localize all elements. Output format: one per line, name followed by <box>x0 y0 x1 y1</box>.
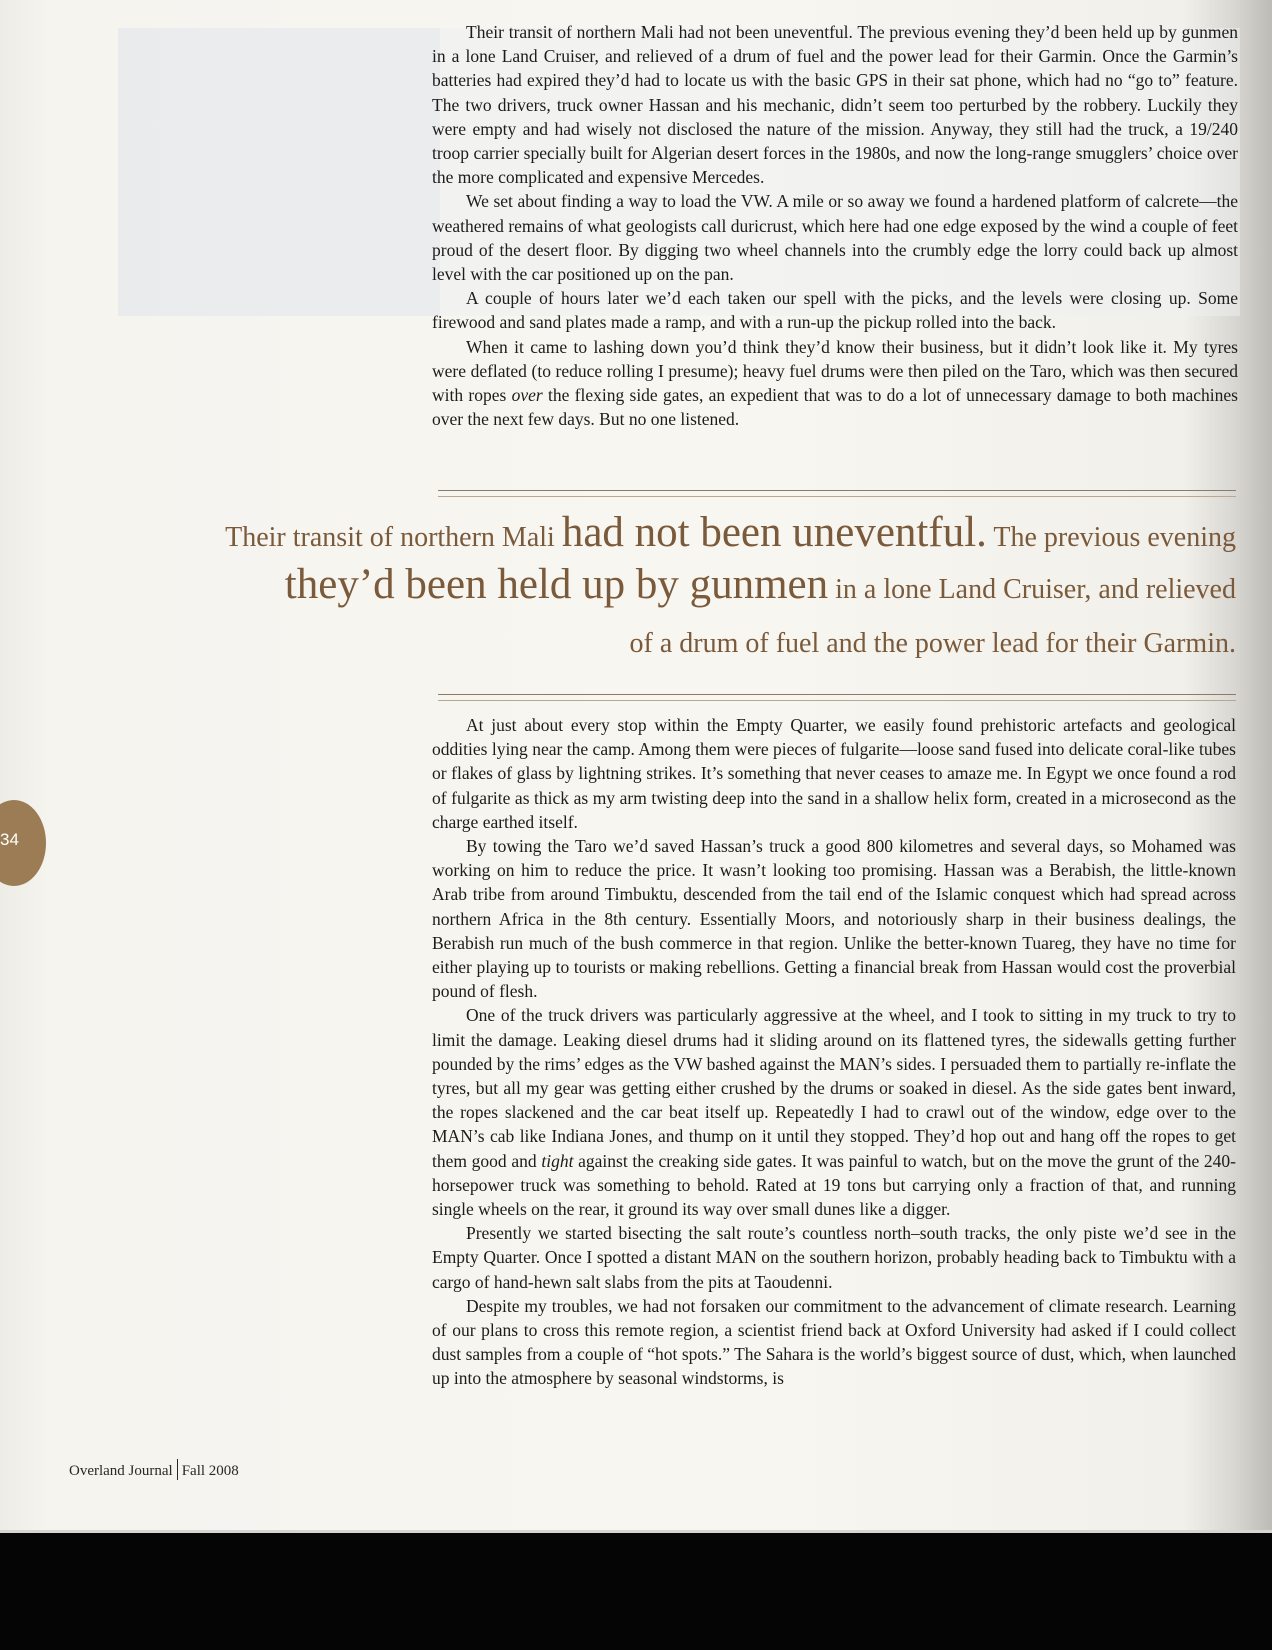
paragraph <box>432 189 1238 286</box>
body-column-bottom <box>432 713 1236 1391</box>
paragraph-text: At just about every stop within the Empty Quarter, we easily found prehistoric artefacts and geological oddities lying near the camp. Among them were pieces of fulgarite—loose sand fused into delicate coral-like tubes or flakes of glass by lightning strikes. It’s something that never ceases to amaze me. In Egypt we once found a rod of fulgarite as thick as my arm twisting deep into the sand in a shallow helix form, created in a microsecond as the charge earthed itself. <box>432 715 1236 832</box>
pull-quote-emphasis: they’d been held up by gunmen <box>284 561 829 608</box>
paragraph-text: By towing the Taro we’d saved Hassan’s truck a good 800 kilometres and several days, so Mohamed was working on him to reduce the price. It wasn’t looking too promising. Hassan was a Berabish, the little-known Arab tribe from around Timbuktu, descended from the tail end of the Islamic conquest which had spread across northern Africa in the 8th century. Essentially Moors, and notoriously sharp in their business dealings, the Berabish run much of the bush commerce in that region. Unlike the better-known Tuareg, they have no time for either playing up to tourists or making rebellions. Getting a financial break from Hassan would cost the proverbial pound of flesh. <box>432 836 1236 1002</box>
pull-quote-line-2 <box>285 560 1236 609</box>
pull-quote-bottom-rule-thin <box>438 700 1236 701</box>
paragraph-text: the flexing side gates, an expedient that was to do a lot of unnecessary damage to both machines over the next few days. But no one listened. <box>432 385 1238 430</box>
paragraph <box>432 20 1238 189</box>
pull-quote-top-rule <box>438 490 1236 491</box>
pull-quote-top-rule-thin <box>438 496 1236 497</box>
pull-quote-text: The previous evening <box>986 522 1236 553</box>
footer-issue: Fall 2008 <box>181 1463 239 1479</box>
footer-publication: Overland Journal <box>69 1463 173 1479</box>
pull-quote-bottom-rule <box>438 694 1236 695</box>
scanner-background <box>0 1530 1272 1650</box>
paragraph <box>432 1221 1236 1294</box>
paragraph <box>432 1294 1236 1391</box>
italic-text: over <box>511 385 543 406</box>
paragraph <box>432 713 1236 834</box>
paragraph-text: Despite my troubles, we had not forsaken our commitment to the advancement of climate research. Learning of our plans to cross this remote region, a scientist friend back at Oxford University had asked if I could collect dust samples from a couple of “hot spots.” The Sahara is the world’s biggest source of dust, which, when launched up into the atmosphere by seasonal windstorms, is <box>432 1295 1236 1389</box>
paragraph-text: When it came to lashing down you’d think they’d know their business, but it didn’t look like it. My tyres were deflated (to reduce rolling I presume); heavy fuel drums were then piled on the Taro, which was then secured with ropes <box>432 336 1238 406</box>
paragraph-text: One of the truck drivers was particularly aggressive at the wheel, and I took to sitting in my truck to try to limit the damage. Leaking diesel drums had it sliding around on its flattened tyres, the sidewalls getting further pounded by the rims’ edges as the VW bashed against the MAN’s sides. I persuaded them to partially re-inflate the tyres, but all my gear was getting either crushed by the drums or soaked in diesel. As the side gates bent inward, the ropes slackened and the car beat itself up. Repeatedly I had to crawl out of the window, edge over to the MAN’s cab like Indiana Jones, and thump on it until they stopped. They’d hop out and hang off the ropes to get them good and <box>432 1005 1236 1171</box>
paragraph <box>432 335 1238 432</box>
paragraph-text: Presently we started bisecting the salt route’s countless north–south tracks, the only piste we’d see in the Empty Quarter. Once I spotted a distant MAN on the southern horizon, probably heading back to Timbuktu with a cargo of hand-hewn salt slabs from the pits at Taoudenni. <box>432 1223 1236 1292</box>
page-number: 34 <box>0 830 19 849</box>
pull-quote-line-3 <box>630 628 1236 660</box>
pull-quote-text: of a drum of fuel and the power lead for their Garmin. <box>629 628 1236 659</box>
show-through-image <box>118 28 440 316</box>
paragraph-text: against the creaking side gates. It was painful to watch, but on the move the grunt of the 240-horsepower truck was something to behold. Rated at 19 tons but carrying only a fraction of that, and running single wheels on the rear, it ground its way over small dunes like a digger. <box>432 1150 1237 1220</box>
paragraph <box>432 286 1238 334</box>
body-column-top <box>432 20 1238 431</box>
pull-quote-line-1 <box>225 508 1236 557</box>
pull-quote-emphasis: had not been uneventful. <box>561 509 987 556</box>
footer-divider <box>177 1459 178 1480</box>
paragraph <box>432 834 1236 1003</box>
pull-quote-text: in a lone Land Cruiser, and relieved <box>828 574 1236 605</box>
pull-quote-text: Their transit of northern Mali <box>225 522 562 553</box>
paragraph-text: We set about finding a way to load the VW. A mile or so away we found a hardened platform of calcrete—the weathered remains of what geologists call duricrust, which here had one edge exposed by the wind a couple of feet proud of the desert floor. By digging two wheel channels into the crumbly edge the lorry could back up almost level with the car positioned up on the pan. <box>432 191 1238 285</box>
paragraph <box>432 1003 1236 1221</box>
italic-text: tight <box>541 1150 574 1171</box>
paragraph-text: A couple of hours later we’d each taken our spell with the picks, and the levels were closing up. Some firewood and sand plates made a ramp, and with a run-up the pickup rolled into the back. <box>432 288 1238 333</box>
footer <box>69 1459 239 1480</box>
paragraph-text: Their transit of northern Mali had not been uneventful. The previous evening they’d been held up by gunmen in a lone Land Cruiser, and relieved of a drum of fuel and the power lead for their Garmin. Once the Garmin’s batteries had expired they’d had to locate us with the basic GPS in their sat phone, which had no “go to” feature. The two drivers, truck owner Hassan and his mechanic, didn’t seem too perturbed by the robbery. Luckily they were empty and had wisely not disclosed the nature of the mission. Anyway, they still had the truck, a 19/240 troop carrier specially built for Algerian desert forces in the 1980s, and now the long-range smugglers’ choice over the more complicated and expensive Mercedes. <box>432 22 1238 188</box>
